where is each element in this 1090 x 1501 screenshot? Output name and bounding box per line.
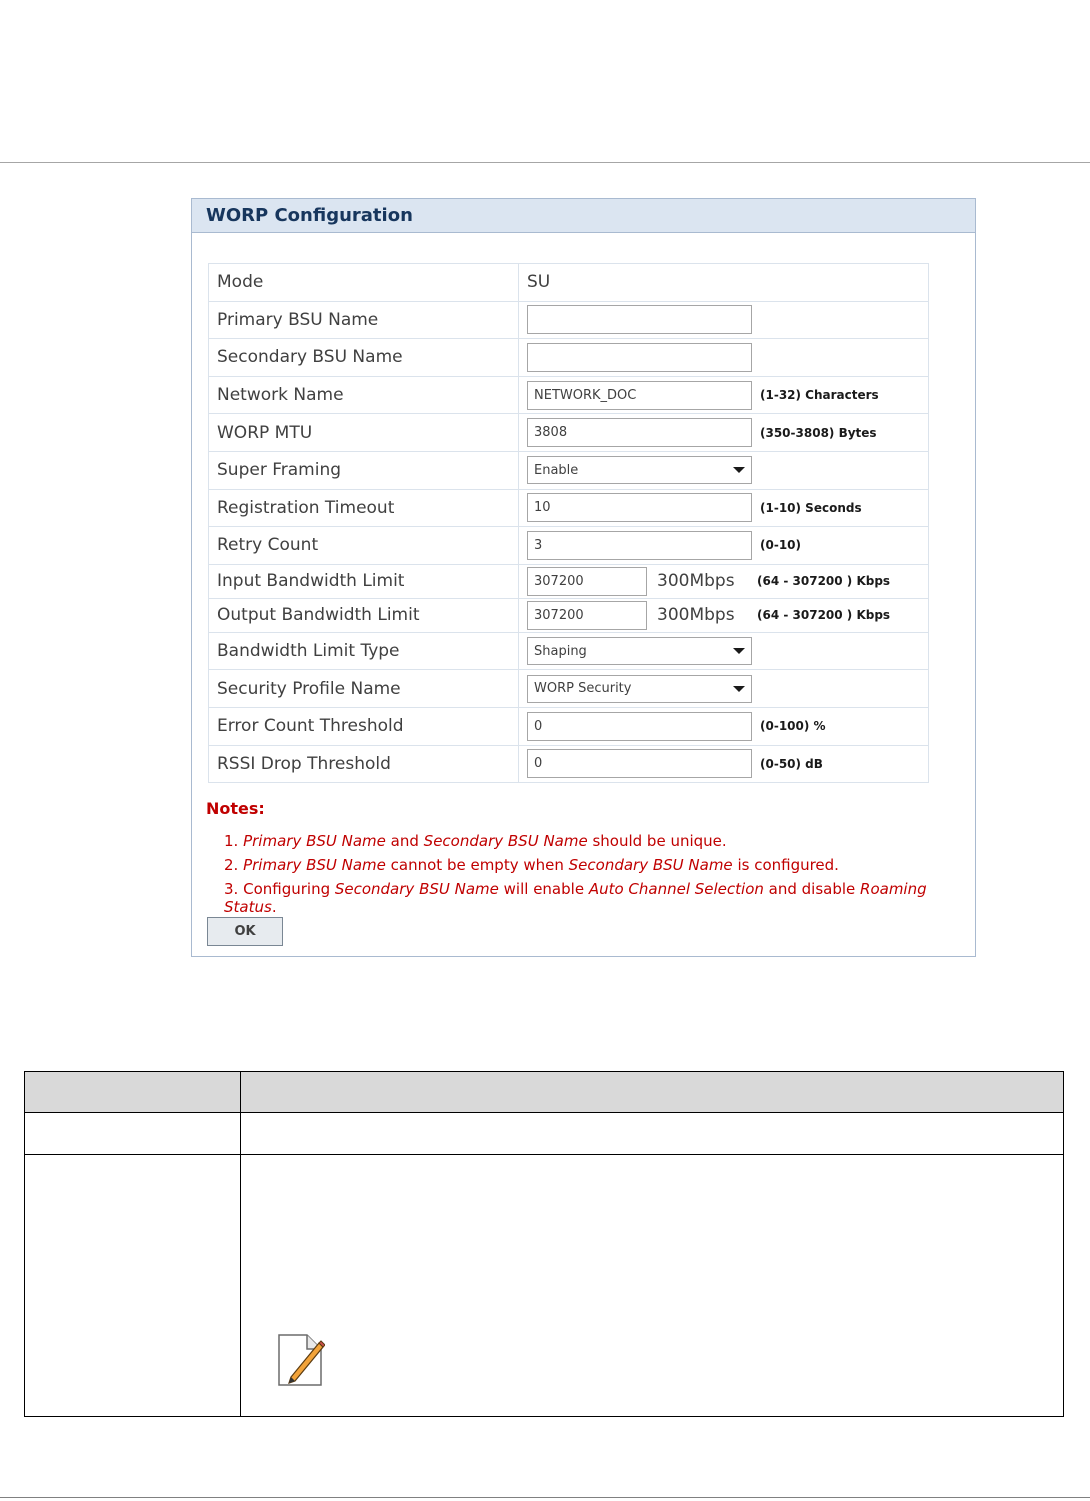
output-bandwidth-rate: 300Mbps <box>657 605 735 626</box>
output-bandwidth-input[interactable]: 307200 <box>527 601 647 630</box>
notes-title: Notes: <box>206 799 265 818</box>
note-2-text-d: is configured. <box>732 856 839 874</box>
output-bandwidth-hint: (64 - 307200 ) Kbps <box>757 608 891 623</box>
header-cell-2 <box>241 1072 1064 1113</box>
input-bandwidth-input[interactable]: 307200 <box>527 567 647 596</box>
worp-mtu-label: WORP MTU <box>209 414 519 452</box>
registration-timeout-label: Registration Timeout <box>209 489 519 527</box>
output-bandwidth-label: Output Bandwidth Limit <box>209 598 519 632</box>
dropdown-caret-icon <box>733 467 745 473</box>
notes-section <box>206 799 975 916</box>
super-framing-selected: Enable <box>534 462 579 478</box>
ok-button[interactable]: OK <box>207 917 283 946</box>
form-row-bw-limit-type <box>209 632 929 670</box>
note-1-text-d: should be unique. <box>587 832 727 850</box>
form-row-input-bandwidth <box>209 564 929 598</box>
super-framing-select[interactable] <box>527 456 752 484</box>
form-row-security-profile <box>209 670 929 708</box>
retry-count-label: Retry Count <box>209 527 519 565</box>
primary-bsu-label: Primary BSU Name <box>209 301 519 339</box>
network-name-hint: (1-32) Characters <box>760 388 879 403</box>
form-row-output-bandwidth <box>209 598 929 632</box>
note-3-text-c: will enable <box>498 880 589 898</box>
worp-mtu-input[interactable]: 3808 <box>527 418 752 447</box>
rssi-drop-label: RSSI Drop Threshold <box>209 745 519 783</box>
note-2-term-a: Primary BSU Name <box>243 856 386 874</box>
retry-count-hint: (0-10) <box>760 538 801 553</box>
note-3-text-a: Configuring <box>243 880 335 898</box>
dropdown-caret-icon <box>733 648 745 654</box>
security-profile-selected: WORP Security <box>534 681 632 697</box>
note-3-term-b: Secondary BSU Name <box>334 880 499 898</box>
mode-value: SU <box>519 264 929 302</box>
secondary-bsu-input[interactable] <box>527 343 752 372</box>
note-1-term-c: Secondary BSU Name <box>423 832 588 850</box>
worp-mtu-hint: (350-3808) Bytes <box>760 425 877 440</box>
bw-limit-type-selected: Shaping <box>534 643 587 659</box>
dropdown-caret-icon <box>733 686 745 692</box>
form-row-retry-count <box>209 527 929 565</box>
note-3-number: 3. <box>224 880 244 898</box>
row-2-cell-2 <box>241 1155 1064 1417</box>
note-3-term-f: Roaming Status <box>224 880 927 916</box>
network-name-label: Network Name <box>209 376 519 414</box>
note-1-text-b: and <box>385 832 424 850</box>
secondary-bsu-label: Secondary BSU Name <box>209 339 519 377</box>
error-count-input[interactable]: 0 <box>527 712 752 741</box>
header-cell-1 <box>25 1072 241 1113</box>
mode-label: Mode <box>209 264 519 302</box>
description-table-header <box>25 1072 1064 1113</box>
note-3-text-e: and disable <box>763 880 861 898</box>
note-3-text-g: . <box>271 898 277 916</box>
form-row-error-count <box>209 707 929 745</box>
note-1-term-a: Primary BSU Name <box>243 832 386 850</box>
row-2-cell-1 <box>25 1155 241 1417</box>
note-2-number: 2. <box>224 856 244 874</box>
form-row-super-framing <box>209 451 929 489</box>
registration-timeout-hint: (1-10) Seconds <box>760 500 862 515</box>
worp-form-table <box>208 263 929 783</box>
note-1 <box>224 832 975 854</box>
description-table <box>24 1071 1064 1417</box>
error-count-label: Error Count Threshold <box>209 707 519 745</box>
form-row-rssi-drop <box>209 745 929 783</box>
network-name-input[interactable]: NETWORK_DOC <box>527 381 752 410</box>
page-bottom-divider <box>0 1497 1090 1498</box>
retry-count-input[interactable]: 3 <box>527 531 752 560</box>
note-3 <box>224 880 975 916</box>
description-table-row-2 <box>25 1155 1064 1417</box>
security-profile-label: Security Profile Name <box>209 670 519 708</box>
note-2-text-b: cannot be empty when <box>385 856 569 874</box>
error-count-hint: (0-100) % <box>760 719 826 734</box>
note-2-term-c: Secondary BSU Name <box>568 856 733 874</box>
security-profile-select[interactable] <box>527 675 752 703</box>
rssi-drop-hint: (0-50) dB <box>760 756 823 771</box>
super-framing-label: Super Framing <box>209 451 519 489</box>
form-row-network-name <box>209 376 929 414</box>
note-2 <box>224 856 975 878</box>
form-row-worp-mtu <box>209 414 929 452</box>
page-top-divider <box>0 162 1090 163</box>
bw-limit-type-select[interactable] <box>527 637 752 665</box>
note-1-number: 1. <box>224 832 244 850</box>
note-3-term-d: Auto Channel Selection <box>588 880 764 898</box>
bw-limit-type-label: Bandwidth Limit Type <box>209 632 519 670</box>
input-bandwidth-label: Input Bandwidth Limit <box>209 564 519 598</box>
worp-configuration-panel <box>191 198 976 957</box>
form-row-secondary-bsu <box>209 339 929 377</box>
form-row-registration-timeout <box>209 489 929 527</box>
panel-title: WORP Configuration <box>192 199 975 233</box>
input-bandwidth-rate: 300Mbps <box>657 571 735 592</box>
rssi-drop-input[interactable]: 0 <box>527 749 752 778</box>
primary-bsu-input[interactable] <box>527 305 752 334</box>
row-1-cell-1 <box>25 1113 241 1155</box>
form-row-primary-bsu <box>209 301 929 339</box>
note-pencil-icon <box>277 1333 325 1387</box>
form-row-mode <box>209 264 929 302</box>
input-bandwidth-hint: (64 - 307200 ) Kbps <box>757 574 891 589</box>
registration-timeout-input[interactable]: 10 <box>527 493 752 522</box>
row-1-cell-2 <box>241 1113 1064 1155</box>
description-table-row-1 <box>25 1113 1064 1155</box>
